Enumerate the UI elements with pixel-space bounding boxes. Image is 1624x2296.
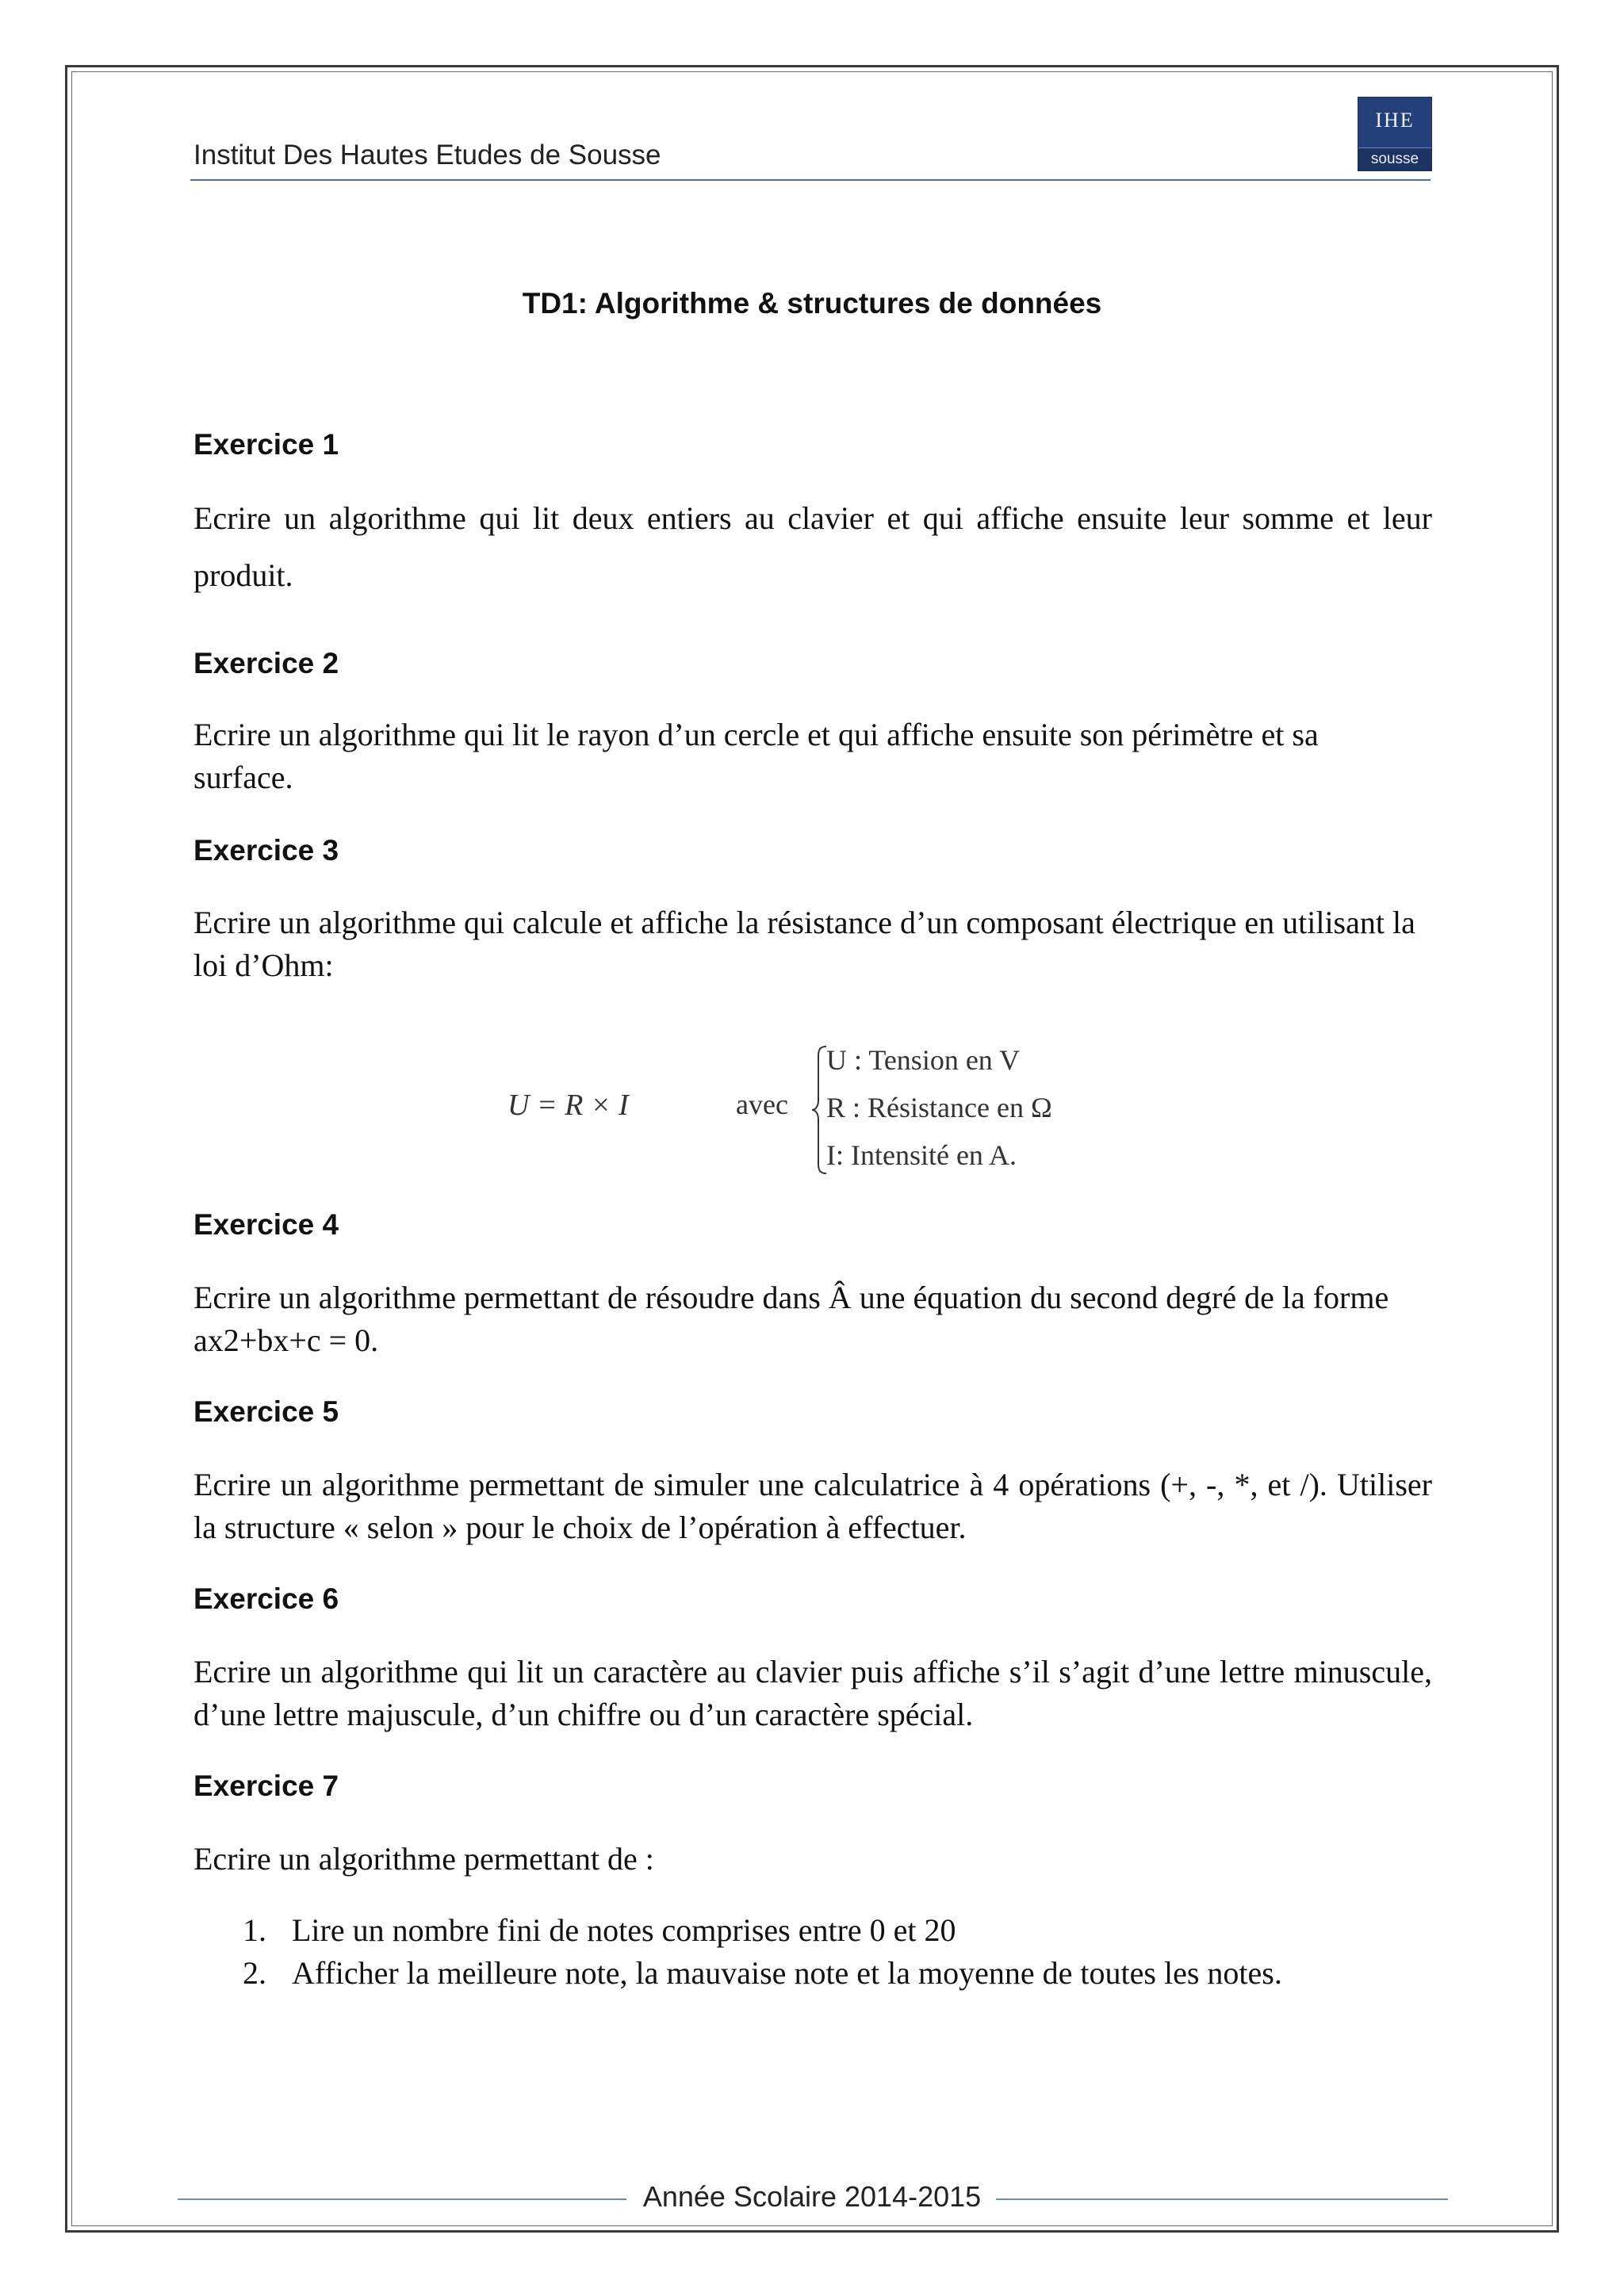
header-institution: Institut Des Hautes Etudes de Sousse — [193, 140, 661, 170]
exercise-3-text: Ecrire un algorithme qui calcule et affiche la résistance d’un composant électrique en utilisant la loi d’Ohm: — [193, 905, 1415, 983]
exercise-7-steps — [238, 1909, 1427, 1995]
logo-city: sousse — [1358, 147, 1431, 170]
exercise-2-text: Ecrire un algorithme qui lit le rayon d’un cercle et qui affiche ensuite son périmètre et sa surface. — [193, 717, 1319, 795]
list-item-text: Lire un nombre fini de notes comprises entre 0 et 20 — [292, 1912, 956, 1948]
exercise-6-title: Exercice 6 — [193, 1582, 339, 1615]
formula-equation: U = R × I — [508, 1089, 629, 1122]
formula-case-u: U : Tension en V — [826, 1044, 1021, 1076]
list-item-text: Afficher la meilleure note, la mauvaise note et la moyenne de toutes les notes. — [292, 1955, 1282, 1991]
exercise-6-text: Ecrire un algorithme qui lit un caractère au clavier puis affiche s’il s’agit d’une lettre minuscule, d’une lettre majuscule, d’un chiffre ou d’un caractère spécial. — [193, 1654, 1432, 1732]
formula-case-i: I: Intensité en A. — [826, 1139, 1017, 1171]
formula-case-r: R : Résistance en Ω — [826, 1092, 1052, 1123]
list-item — [238, 1952, 1427, 1995]
formula-avec: avec — [736, 1089, 788, 1120]
footer-school-year: Année Scolaire 2014-2015 — [642, 2180, 982, 2213]
header-rule — [190, 179, 1431, 181]
exercise-4-title: Exercice 4 — [193, 1208, 339, 1241]
logo-initials: IHE — [1375, 109, 1415, 132]
list-item-number: 1. — [243, 1912, 266, 1948]
exercise-3-title: Exercice 3 — [193, 834, 339, 867]
exercise-1-text: Ecrire un algorithme qui lit deux entiers au clavier et qui affiche ensuite leur somme et leur produit. — [193, 500, 1432, 593]
list-item — [238, 1909, 1427, 1952]
exercise-1-title: Exercice 1 — [193, 428, 339, 461]
exercise-7-title: Exercice 7 — [193, 1770, 339, 1802]
document-title: TD1: Algorithme & structures de données — [522, 287, 1102, 320]
exercise-5-title: Exercice 5 — [193, 1395, 339, 1428]
institution-logo — [1358, 97, 1432, 171]
list-item-number: 2. — [243, 1955, 266, 1991]
ohm-law-formula — [508, 1039, 1142, 1181]
curly-brace-icon — [810, 1045, 828, 1175]
exercise-5-text: Ecrire un algorithme permettant de simuler une calculatrice à 4 opérations (+, -, *, et /). Utiliser la structure « selon » pour le choix de l’opération à effectuer. — [193, 1467, 1432, 1545]
exercise-7-text: Ecrire un algorithme permettant de : — [193, 1841, 654, 1877]
exercise-4-text: Ecrire un algorithme permettant de résoudre dans Â une équation du second degré de la forme ax2+bx+c = 0. — [193, 1280, 1389, 1358]
exercise-2-title: Exercice 2 — [193, 647, 339, 679]
